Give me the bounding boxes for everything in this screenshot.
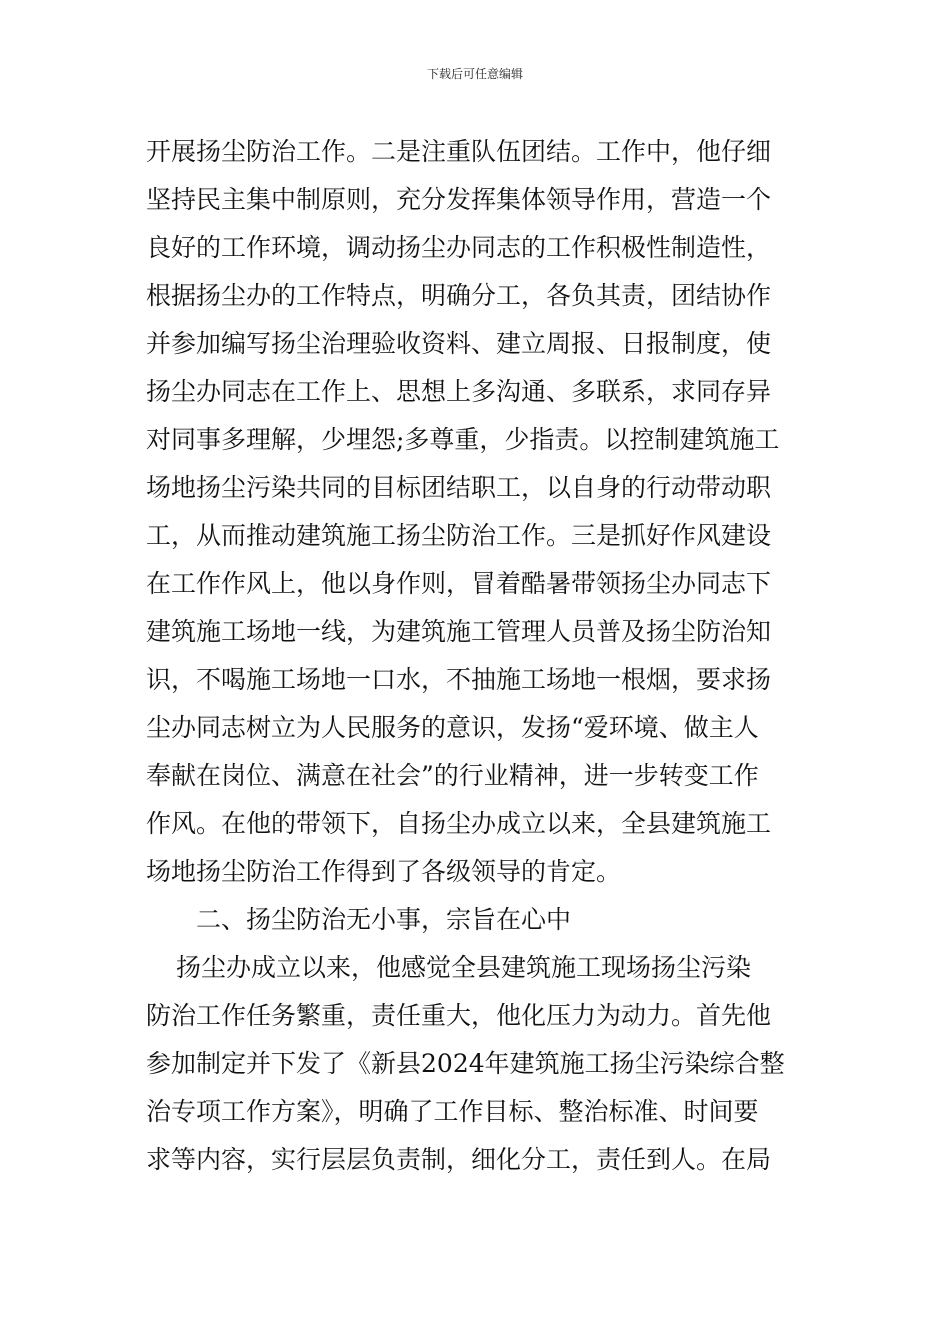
text-line: 良好的工作环境，调动扬尘办同志的工作积极性制造性， [146, 233, 772, 262]
text-line: 尘办同志树立为人民服务的意识，发扬“爱环境、做主人 [146, 713, 759, 742]
text-line: 扬尘办成立以来，他感觉全县建筑施工现场扬尘污染 [176, 953, 752, 982]
text-line: 治专项工作方案》，明确了工作目标、整治标准、时间要 [146, 1097, 759, 1126]
text-line: 建筑施工场地一线，为建筑施工管理人员普及扬尘防治知 [146, 617, 772, 646]
text-line: 扬尘办同志在工作上、思想上多沟通、多联系，求同存异 [146, 377, 772, 406]
page-header: 下载后可任意编辑 [426, 67, 523, 81]
text-line: 场地扬尘防治工作得到了各级领导的肯定。 [146, 857, 622, 886]
text-line: 坚持民主集中制原则，充分发挥集体领导作用，营造一个 [146, 185, 772, 214]
section-heading: 二、扬尘防治无小事，宗旨在心中 [196, 905, 572, 934]
text-line: 开展扬尘防治工作。二是注重队伍团结。工作中，他仔细 [146, 137, 772, 166]
text-line: 并参加编写扬尘治理验收资料、建立周报、日报制度，使 [146, 329, 772, 358]
text-line: 根据扬尘办的工作特点，明确分工，各负其责，团结协作 [146, 281, 772, 310]
text-line: 工，从而推动建筑施工扬尘防治工作。三是抓好作风建设 [146, 521, 772, 550]
document-body [146, 128, 810, 1184]
text-line: 识，不喝施工场地一口水，不抽施工场地一根烟，要求扬 [146, 665, 772, 694]
text-line: 对同事多理解，少埋怨;多尊重，少指责。以控制建筑施工 [146, 425, 780, 454]
text-line: 作风。在他的带领下，自扬尘办成立以来，全县建筑施工 [146, 809, 772, 838]
text-line: 奉献在岗位、满意在社会”的行业精神，进一步转变工作 [146, 761, 759, 790]
text-line: 场地扬尘污染共同的目标团结职工，以自身的行动带动职 [146, 473, 772, 502]
text-line: 求等内容，实行层层负责制，细化分工，责任到人。在局 [146, 1145, 772, 1174]
text-line: 参加制定并下发了《新县2024年建筑施工扬尘污染综合整 [146, 1049, 785, 1078]
text-line: 在工作作风上，他以身作则，冒着酷暑带领扬尘办同志下 [146, 569, 772, 598]
text-line: 防治工作任务繁重，责任重大，他化压力为动力。首先他 [146, 1001, 772, 1030]
